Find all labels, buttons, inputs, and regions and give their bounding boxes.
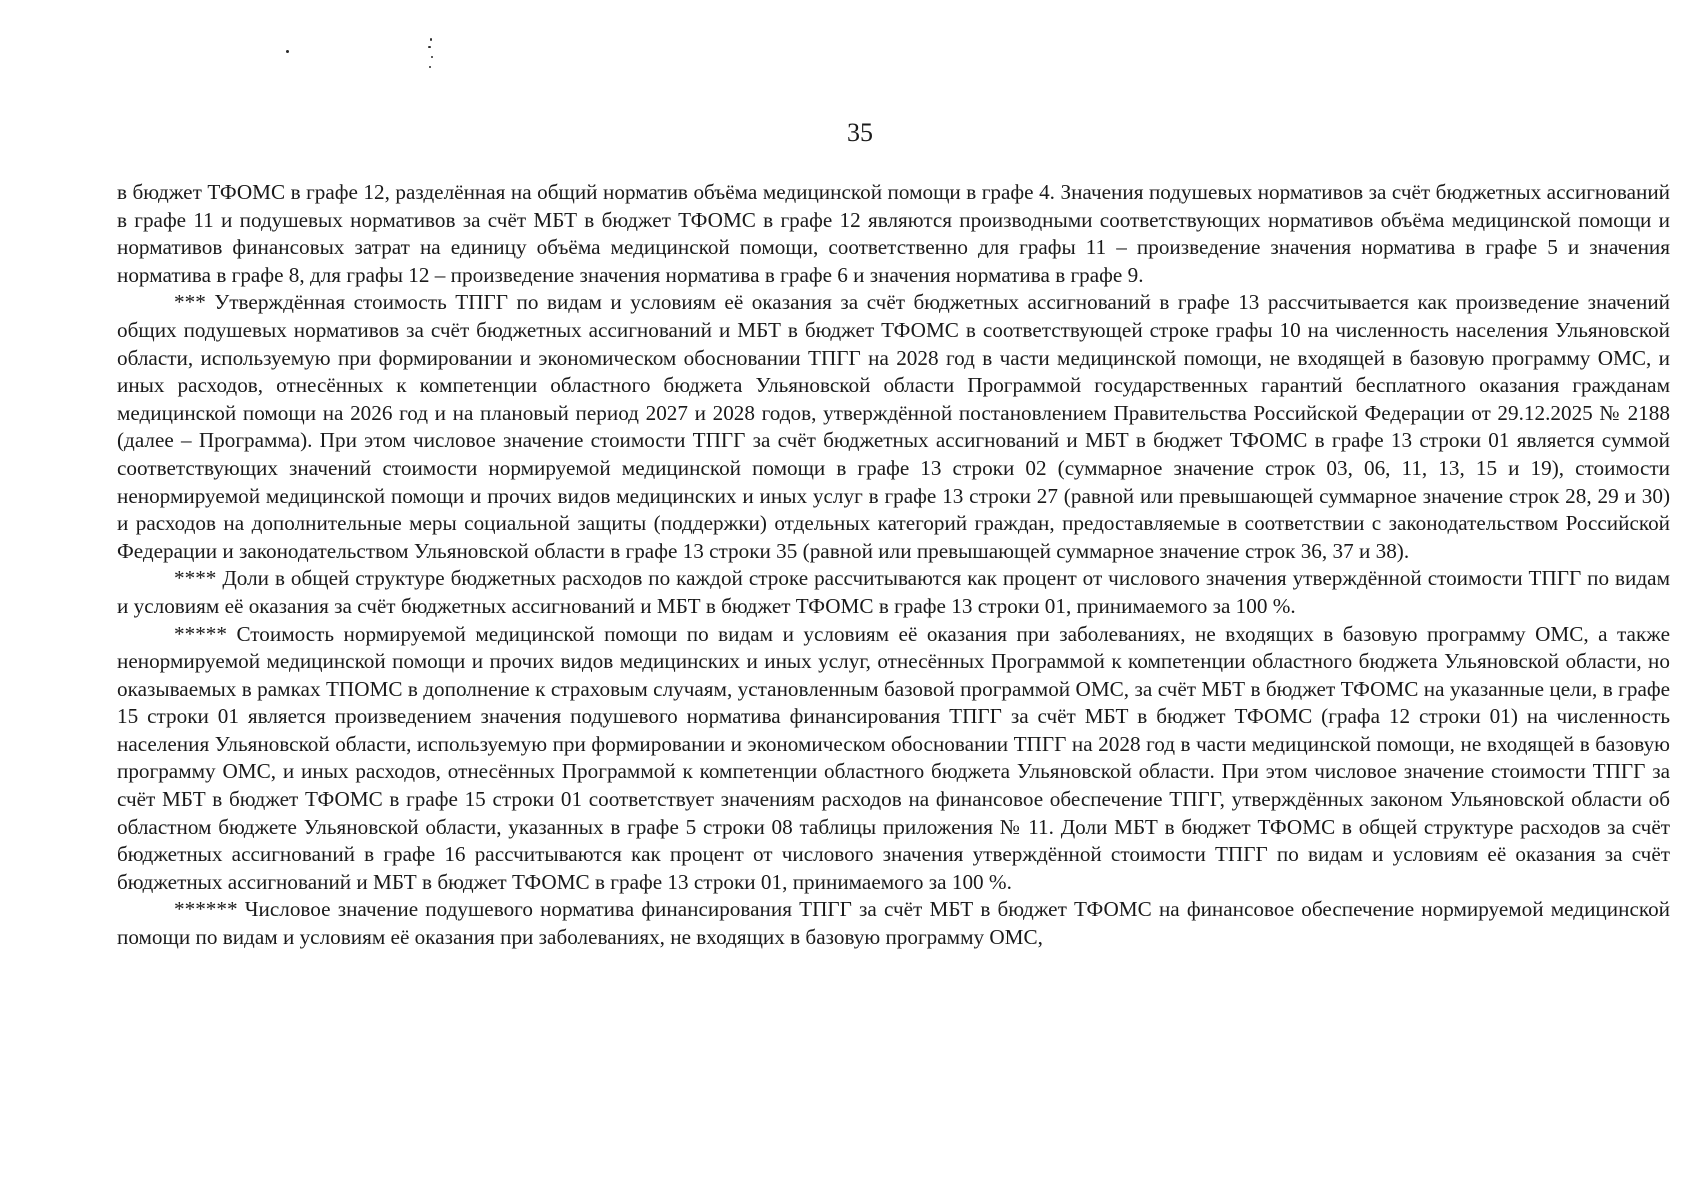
scan-artifact-dot (431, 56, 433, 58)
scan-artifact-dot (430, 38, 432, 41)
page-number: 35 (847, 118, 873, 147)
footnote-paragraph: **** Доли в общей структуре бюджетных расходов по каждой строке рассчитываются как процент от числового значения утверждённой стоимости ТПГГ по видам и условиям её оказания за счёт бюджетных ассигнований и МБТ в бюджет ТФОМС в графе 13 строки 01, принимаемого за 100 %. (117, 566, 1670, 618)
paragraph-continuation: в бюджет ТФОМС в графе 12, разделённая на общий норматив объёма медицинской помощи в графе 4. Значения подушевых нормативов за счёт бюджетных ассигнований в графе 11 и подушевых нормативов за счёт МБТ в бюджет ТФОМС в графе 12 являются производными соответствующих нормативов объёма медицинской помощи и нормативов финансовых затрат на единицу объёма медицинской помощи, соответственно для графы 11 – произведение значения норматива в графе 5 и значения норматива в графе 8, для графы 12 – произведение значения норматива в графе 6 и значения норматива в графе 9. (117, 180, 1670, 287)
footnote-paragraph: ****** Числовое значение подушевого норматива финансирования ТПГГ за счёт МБТ в бюджет ТФОМС на финансовое обеспечение нормируемой медицинской помощи по видам и условиям её оказания при заболеваниях, не входящих в базовую программу ОМС, (117, 897, 1670, 950)
scan-artifact-dot (286, 50, 289, 53)
footnote-paragraph: *** Утверждённая стоимость ТПГГ по видам и условиям её оказания за счёт бюджетных ассигнований в графе 13 рассчитывается как произведение значений общих подушевых нормативов за счёт бюджетных ассигнований и МБТ в бюджет ТФОМС в соответствующей строке графы 10 на численность населения Ульяновской области, используемую при формировании и экономическом обосновании ТПГГ на 2028 год в части медицинской помощи, не входящей в базовую программу ОМС, и иных расходов, отнесённых к компетенции областного бюджета Ульяновской области Программой государственных гарантий бесплатного оказания гражданам медицинской помощи на 2026 год и на плановый период 2027 и 2028 годов, утверждённой постановлением Правительства Российской Федерации от 29.12.2025 № 2188 (далее – Программа). При этом числовое значение стоимости ТПГГ за счёт бюджетных ассигнований и МБТ в бюджет ТФОМС в графе 13 строки 01 является суммой соответствующих значений стоимости нормируемой медицинской помощи в графе 13 строки 02 (суммарное значение строк 03, 06, 11, 13, 15 и 19), стоимости ненормируемой медицинской помощи и прочих видов медицинских и иных услуг в графе 13 строки 27 (равной или превышающей суммарное значение строк 28, 29 и 30) и расходов на дополнительные меры социальной защиты (поддержки) отдельных категорий граждан, предоставляемые в соответствии с законодательством Российской Федерации и законодательством Ульяновской области в графе 13 строки 35 (равной или превышающей суммарное значение строк 36, 37 и 38). (117, 290, 1670, 563)
scan-artifact-dot (428, 46, 431, 48)
document-body (117, 179, 1670, 952)
footnote-paragraph: ***** Стоимость нормируемой медицинской помощи по видам и условиям её оказания при заболеваниях, не входящих в базовую программу ОМС, а также ненормируемой медицинской помощи и прочих видов медицинских и иных услуг, отнесённых Программой к компетенции областного бюджета Ульяновской области, но оказываемых в рамках ТПОМС в дополнение к страховым случаям, установленным базовой программой ОМС, за счёт МБТ в бюджет ТФОМС на указанные цели, в графе 15 строки 01 является произведением значения подушевого норматива финансирования ТПГГ за счёт МБТ в бюджет ТФОМС (графа 12 строки 01) на численность населения Ульяновской области, используемую при формировании и экономическом обосновании ТПГГ на 2028 год в части медицинской помощи, не входящей в базовую программу ОМС, и иных расходов, отнесённых Программой к компетенции областного бюджета Ульяновской области. При этом числовое значение стоимости ТПГГ за счёт МБТ в бюджет ТФОМС в графе 15 строки 01 соответствует значениям расходов на финансовое обеспечение ТПГГ, утверждённых законом Ульяновской области об областном бюджете Ульяновской области, указанных в графе 5 строки 08 таблицы приложения № 11. Доли МБТ в бюджет ТФОМС в общей структуре расходов за счёт бюджетных ассигнований в графе 16 рассчитываются как процент от числового значения утверждённой стоимости ТПГГ по видам и условиям её оказания за счёт бюджетных ассигнований и МБТ в бюджет ТФОМС в графе 13 строки 01, принимаемого за 100 %. (117, 621, 1670, 894)
scan-artifact-dot (429, 66, 431, 68)
